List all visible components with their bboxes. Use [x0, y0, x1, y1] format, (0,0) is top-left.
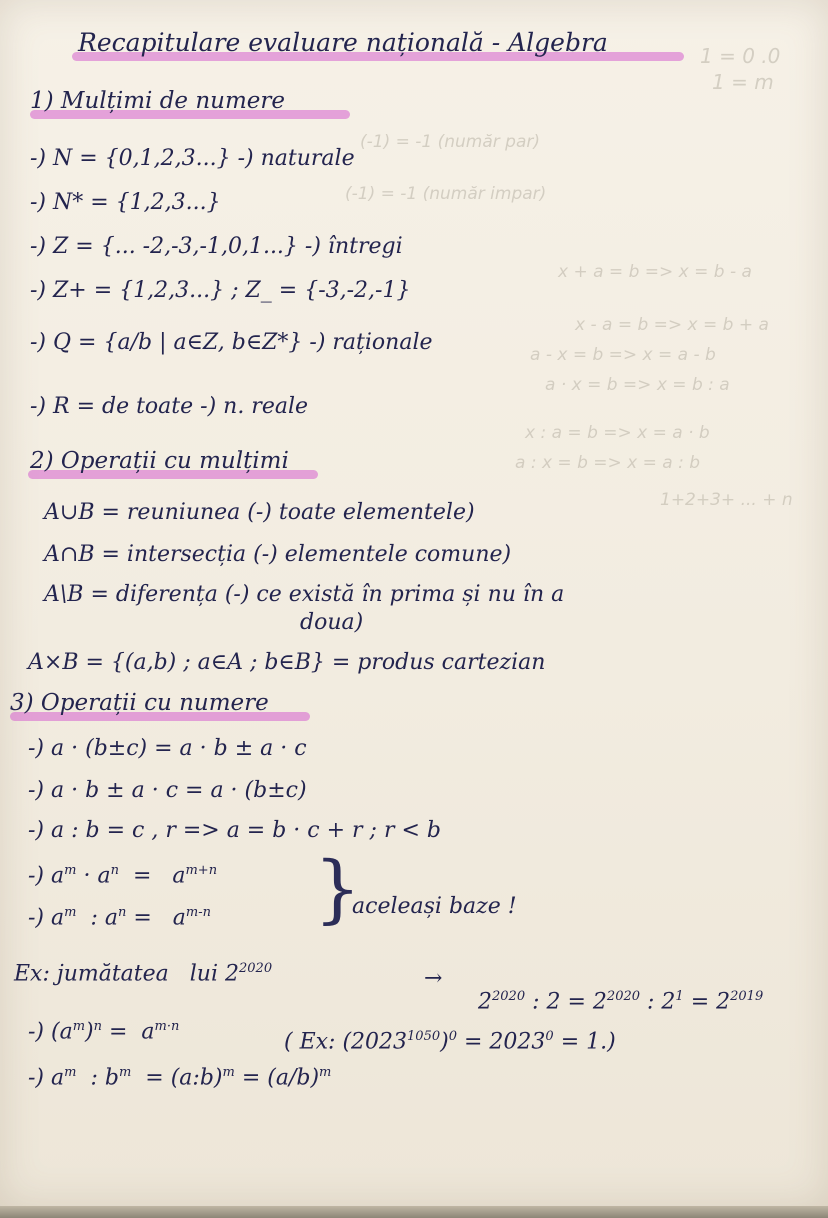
bleed-text: 1+2+3+ ... + n [660, 490, 793, 510]
line-power-product: -) $a^m \cdot a^n = a^{m+n}$ [28, 863, 218, 889]
bleed-text: 1 = 0 .0 [700, 44, 781, 68]
same-base-note: aceleași baze ! [352, 894, 517, 919]
example-arrow: → [424, 966, 443, 991]
line-difference: A\B = diferența (-) ce există în prima și nu în a [44, 582, 565, 607]
line-cartesian: A×B = {(a,b) ; a∈A ; b∈B} = produs cartezian [28, 650, 546, 675]
line-intersection: A∩B = intersecția (-) elementele comune) [44, 542, 512, 567]
line-power-of-power: -) $(a^m)^n = a^{m\cdot n}$ [28, 1019, 180, 1045]
line-integers: -) Z = {... -2,-3,-1,0,1...} -) întregi [30, 234, 403, 259]
line-factoring: -) a · b ± a · c = a · (b±c) [28, 778, 307, 803]
line-naturals: -) N = {0,1,2,3...} -) naturale [30, 146, 355, 171]
line-reals: -) R = de toate -) n. reale [30, 394, 309, 419]
example-half: Ex: jumătatea lui $2^{2020}$ [14, 961, 273, 987]
line-division-remainder: -) a : b = c , r => a = b · c + r ; r < b [28, 818, 441, 843]
section-heading-sets: 1) Mulțimi de numere [30, 88, 286, 114]
line-same-exponent: -) $a^m$ : $b^m$ = (a:b)$^m$ = $(a/b)^m$ [28, 1065, 332, 1091]
bleed-text: (-1) = -1 (număr par) [360, 132, 541, 152]
line-difference-cont: doua) [300, 610, 364, 635]
example-zero-power: ( Ex: $(2023^{1050})^0 = 2023^0 = 1$.) [284, 1029, 616, 1055]
section-heading-set-operations: 2) Operații cu mulțimi [30, 448, 289, 474]
line-union: A∪B = reuniunea (-) toate elementele) [44, 500, 475, 525]
example-result: $2^{2020}$ : $2 = 2^{2020}$ : $2^1 = 2^{2019}$ [478, 989, 764, 1015]
page-title: Recapitulare evaluare națională - Algebra [78, 28, 608, 57]
bleed-text: a : x = b => x = a : b [515, 453, 701, 473]
line-integers-sign: -) Z+ = {1,2,3...} ; Z_ = {-3,-2,-1} [30, 278, 411, 303]
line-power-quotient: -) $a^m$ : $a^n = a^{m-n}$ [28, 905, 211, 931]
page-bottom-edge [0, 1206, 828, 1218]
same-base-brace: } [314, 846, 362, 932]
bleed-text: x : a = b => x = a · b [525, 423, 710, 443]
bleed-text: 1 = m [712, 70, 774, 94]
line-naturals-star: -) N* = {1,2,3...} [30, 190, 221, 215]
bleed-text: x + a = b => x = b - a [558, 262, 752, 282]
line-distributive: -) a · (b±c) = a · b ± a · c [28, 736, 307, 761]
bleed-text: a · x = b => x = b : a [545, 375, 730, 395]
section-heading-number-operations: 3) Operații cu numere [10, 690, 269, 716]
bleed-text: a - x = b => x = a - b [530, 345, 716, 365]
line-rationals: -) Q = {a/b | a∈Z, b∈Z*} -) raționale [30, 330, 433, 355]
bleed-text: x - a = b => x = b + a [575, 315, 769, 335]
bleed-text: (-1) = -1 (număr impar) [345, 184, 547, 204]
